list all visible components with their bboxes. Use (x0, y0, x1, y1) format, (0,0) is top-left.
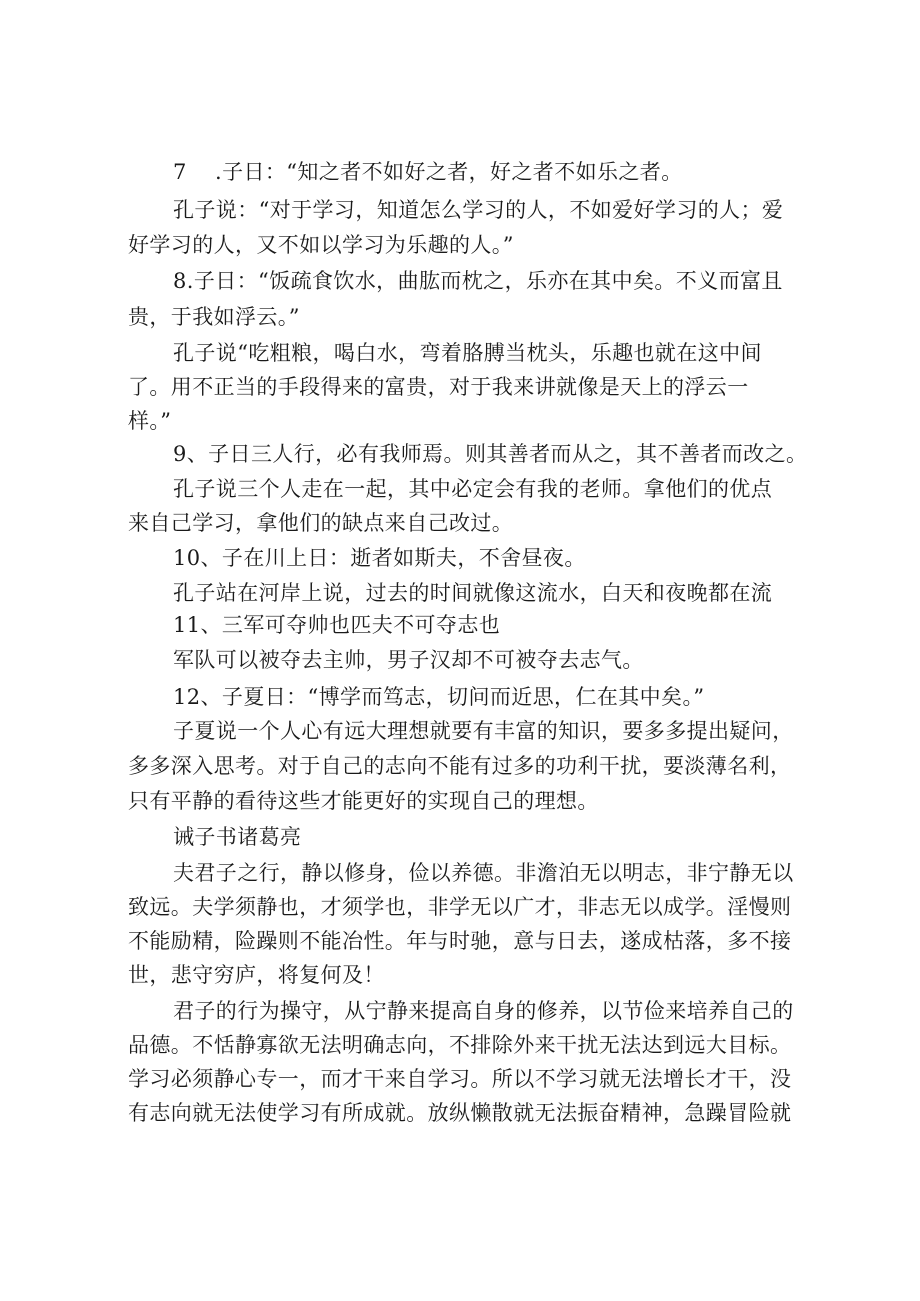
line-5: 贵，于我如浮云。” (128, 305, 300, 329)
line-18: 多多深入思考。对于自己的志向不能有过多的功利干扰，要淡薄名利， (128, 754, 792, 778)
line-8: 样。” (128, 409, 172, 433)
line-25: 君子的行为操守，从宁静来提高自身的修养，以节俭来培养自己的 (173, 999, 794, 1023)
section-title: 诫子书诸葛亮 (173, 825, 302, 849)
line-7: 了。用不正当的手段得来的富贵，对于我来讲就像是天上的浮云一 (128, 375, 749, 399)
line-4: 8.子日：“饭疏食饮水，曲肱而枕之，乐亦在其中矣。不义而富且 (173, 269, 783, 293)
line-1 (173, 157, 683, 187)
line-14: 11、三军可夺帅也匹夫不可夺志也 (173, 613, 501, 637)
line-16: 12、子夏日：“博学而笃志，切问而近思，仁在其中矣。” (173, 685, 705, 709)
line-27: 学习必须静心专一，而才干来自学习。所以不学习就无法增长才干，没 (128, 1067, 792, 1091)
line-17: 子夏说一个人心有远大理想就要有丰富的知识，要多多提出疑问， (173, 719, 794, 743)
line-3: 好学习的人，又不如以学习为乐趣的人。” (128, 233, 514, 257)
line-13: 孔子站在河岸上说，过去的时间就像这流水，白天和夜晚都在流 (173, 581, 773, 605)
line-9: 9、子日三人行，必有我师焉。则其善者而从之，其不善者而改之。 (173, 442, 808, 466)
line-22: 致远。夫学须静也，才须学也，非学无以广才，非志无以成学。淫慢则 (128, 895, 792, 919)
item-number: 7 (173, 160, 187, 184)
line-10: 孔子说三个人走在一起，其中必定会有我的老师。拿他们的优点 (173, 477, 773, 501)
line-23: 不能励精，险躁则不能冶性。年与时驰，意与日去，遂成枯落，多不接 (128, 929, 792, 953)
line-24: 世，悲守穷庐，将复何及！ (128, 963, 385, 987)
line-28: 有志向就无法使学习有所成就。放纵懒散就无法振奋精神，急躁冒险就 (128, 1101, 792, 1125)
line-15: 军队可以被夺去主帅，男子汉却不可被夺去志气。 (173, 648, 644, 672)
line-6: 孔子说“吃粗粮，喝白水，弯着胳膊当枕头，乐趣也就在这中间 (173, 341, 762, 365)
line-19: 只有平静的看待这些才能更好的实现自己的理想。 (128, 789, 599, 813)
line-12: 10、子在川上日：逝者如斯夫，不舍昼夜。 (173, 546, 586, 570)
line-21: 夫君子之行，静以修身，俭以养德。非澹泊无以明志，非宁静无以 (173, 861, 794, 885)
line-11: 来自己学习，拿他们的缺点来自己改过。 (128, 511, 514, 535)
line-2: 孔子说：“对于学习，知道怎么学习的人，不如爱好学习的人；爱 (173, 198, 784, 222)
line-text: .子日：“知之者不如好之者，好之者不如乐之者。 (215, 160, 683, 184)
line-26: 品德。不恬静寡欲无法明确志向，不排除外来干扰无法达到远大目标。 (128, 1033, 792, 1057)
